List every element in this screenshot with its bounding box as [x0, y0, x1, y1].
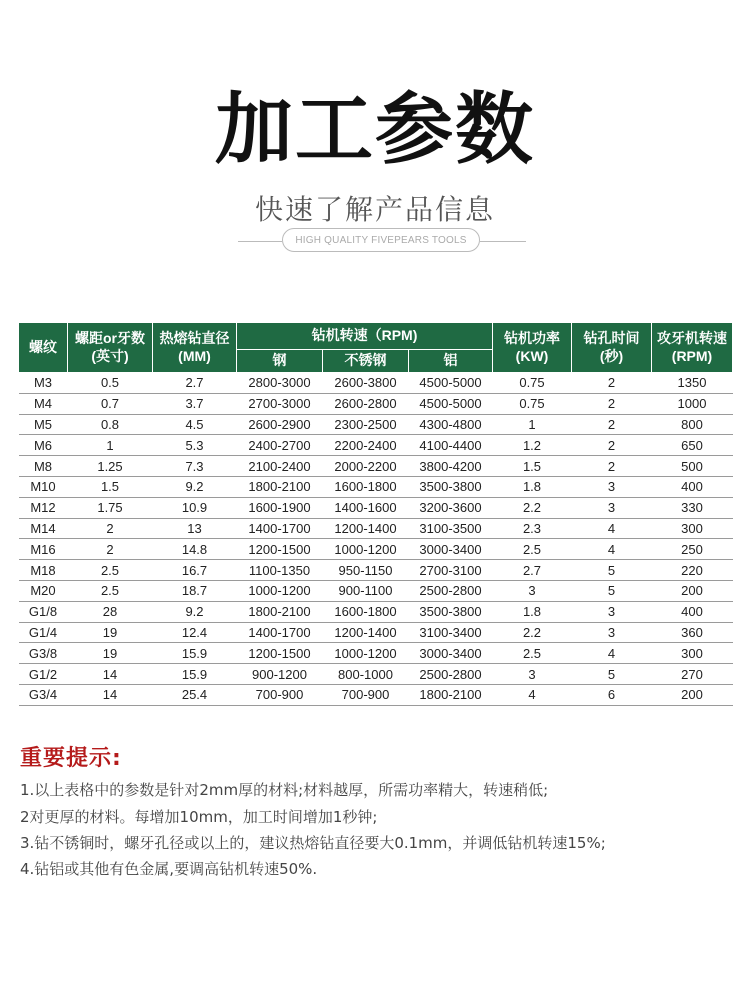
table-cell: G1/8: [19, 601, 68, 622]
col-header-steel: 钢: [237, 350, 323, 373]
table-cell: 2: [572, 456, 652, 477]
table-cell: 300: [652, 518, 733, 539]
table-cell: 14: [68, 664, 153, 685]
table-cell: 1000: [652, 393, 733, 414]
table-cell: 2.5: [493, 643, 572, 664]
table-cell: G1/4: [19, 622, 68, 643]
table-cell: 3200-3600: [409, 497, 493, 518]
col-header-diameter: [153, 323, 237, 373]
table-cell: M20: [19, 580, 68, 601]
table-cell: 4: [572, 539, 652, 560]
table-cell: 2400-2700: [237, 435, 323, 456]
table-cell: 1400-1600: [323, 497, 409, 518]
table-row: [19, 664, 733, 685]
table-cell: 1600-1800: [323, 476, 409, 497]
table-cell: 4100-4400: [409, 435, 493, 456]
table-cell: 250: [652, 539, 733, 560]
table-cell: 900-1100: [323, 580, 409, 601]
table-cell: 2: [572, 393, 652, 414]
table-cell: 400: [652, 476, 733, 497]
table-row: [19, 393, 733, 414]
table-cell: 1200-1400: [323, 518, 409, 539]
table-cell: 3500-3800: [409, 601, 493, 622]
table-cell: 1.75: [68, 497, 153, 518]
table-cell: M16: [19, 539, 68, 560]
table-row: [19, 456, 733, 477]
table-cell: 3.7: [153, 393, 237, 414]
table-cell: 3100-3500: [409, 518, 493, 539]
table-cell: 3000-3400: [409, 539, 493, 560]
table-cell: 3: [572, 622, 652, 643]
table-cell: 1200-1500: [237, 643, 323, 664]
table-cell: 2500-2800: [409, 580, 493, 601]
table-cell: 4300-4800: [409, 414, 493, 435]
table-cell: 0.5: [68, 373, 153, 394]
page-subtitle: 快速了解产品信息: [254, 193, 495, 226]
table-row: [19, 414, 733, 435]
table-cell: 2: [572, 373, 652, 394]
table-cell: 2.7: [493, 560, 572, 581]
table-cell: 2700-3000: [237, 393, 323, 414]
table-cell: 800-1000: [323, 664, 409, 685]
table-cell: 800: [652, 414, 733, 435]
table-cell: 2.3: [493, 518, 572, 539]
table-cell: 2000-2200: [323, 456, 409, 477]
table-row: [19, 622, 733, 643]
table-cell: M18: [19, 560, 68, 581]
col-header-stainless: 不锈钢: [323, 350, 409, 373]
table-cell: 4500-5000: [409, 393, 493, 414]
tagline-badge: HIGH QUALITY FIVEPEARS TOOLS: [282, 228, 480, 252]
table-cell: 19: [68, 622, 153, 643]
table-cell: 4: [572, 518, 652, 539]
table-cell: 900-1200: [237, 664, 323, 685]
table-cell: 2.5: [68, 580, 153, 601]
table-cell: 2700-3100: [409, 560, 493, 581]
table-cell: 4500-5000: [409, 373, 493, 394]
table-cell: 7.3: [153, 456, 237, 477]
page-title: 加工参数: [214, 85, 535, 175]
table-cell: M3: [19, 373, 68, 394]
table-cell: 5: [572, 664, 652, 685]
table-cell: M8: [19, 456, 68, 477]
col-header-aluminum: 铝: [409, 350, 493, 373]
table-cell: 2600-3800: [323, 373, 409, 394]
table-cell: 2: [572, 414, 652, 435]
table-cell: 1.25: [68, 456, 153, 477]
table-cell: 1600-1900: [237, 497, 323, 518]
table-cell: 0.8: [68, 414, 153, 435]
table-cell: 13: [153, 518, 237, 539]
table-cell: 1000-1200: [323, 539, 409, 560]
table-cell: 4.5: [153, 414, 237, 435]
table-cell: 3: [493, 664, 572, 685]
table-cell: 3100-3400: [409, 622, 493, 643]
table-cell: 0.75: [493, 393, 572, 414]
table-cell: M10: [19, 476, 68, 497]
table-cell: 2.7: [153, 373, 237, 394]
table-cell: 2300-2500: [323, 414, 409, 435]
col-header-tap-speed-label: 攻牙机转速 (RPM): [657, 330, 727, 364]
table-cell: 10.9: [153, 497, 237, 518]
table-cell: 3000-3400: [409, 643, 493, 664]
col-header-drill-time-label: 钻孔时间 (秒): [583, 330, 640, 364]
table-cell: 2800-3000: [237, 373, 323, 394]
note-2: 2对更厚的材料。每增加10mm，加工时间增加1秒钟;: [20, 808, 378, 826]
table-cell: 2600-2800: [323, 393, 409, 414]
table-cell: G3/8: [19, 643, 68, 664]
table-cell: G3/4: [19, 684, 68, 705]
table-cell: 6: [572, 684, 652, 705]
table-cell: 1100-1350: [237, 560, 323, 581]
col-header-thread: 螺纹: [19, 323, 68, 373]
tagline-divider-right: [480, 241, 526, 242]
table-cell: 700-900: [237, 684, 323, 705]
table-cell: 3: [572, 497, 652, 518]
table-cell: 3: [572, 601, 652, 622]
table-cell: 270: [652, 664, 733, 685]
table-row: [19, 373, 733, 394]
table-cell: M5: [19, 414, 68, 435]
table-cell: 9.2: [153, 601, 237, 622]
note-3: 3.钻不锈铜时，螺牙孔径或以上的，建议热熔钻直径要大0.1mm，并调低钻机转速15%;: [20, 834, 606, 852]
table-cell: 1350: [652, 373, 733, 394]
table-row: [19, 684, 733, 705]
table-row: [19, 643, 733, 664]
col-header-diameter-label: 热熔钻直径 (MM): [159, 330, 230, 364]
col-header-drill-speed: 钻机转速（RPM): [237, 323, 493, 350]
table-cell: 1000-1200: [323, 643, 409, 664]
table-row: [19, 539, 733, 560]
table-cell: 1.2: [493, 435, 572, 456]
col-header-pitch: [68, 323, 153, 373]
table-cell: 1800-2100: [409, 684, 493, 705]
tagline-divider-left: [238, 241, 282, 242]
table-cell: M4: [19, 393, 68, 414]
table-cell: 2100-2400: [237, 456, 323, 477]
table-row: [19, 435, 733, 456]
table-cell: 2500-2800: [409, 664, 493, 685]
table-row: [19, 601, 733, 622]
table-cell: 2: [572, 435, 652, 456]
table-cell: 650: [652, 435, 733, 456]
table-cell: 5: [572, 560, 652, 581]
table-cell: 2.2: [493, 497, 572, 518]
table-cell: 2.2: [493, 622, 572, 643]
table-cell: M6: [19, 435, 68, 456]
col-header-pitch-label: 螺距or牙数 (英寸): [75, 330, 145, 364]
table-cell: 330: [652, 497, 733, 518]
table-cell: 2: [68, 518, 153, 539]
table-cell: 3: [493, 580, 572, 601]
table-cell: 700-900: [323, 684, 409, 705]
table-cell: 9.2: [153, 476, 237, 497]
table-cell: 400: [652, 601, 733, 622]
table-cell: 1000-1200: [237, 580, 323, 601]
note-1: 1.以上表格中的参数是针对2mm厚的材料;材料越厚，所需功率精大，转速稍低;: [20, 781, 549, 799]
parameter-table-body: [19, 373, 733, 706]
col-header-drill-time: [572, 323, 652, 373]
table-cell: 12.4: [153, 622, 237, 643]
table-cell: 2200-2400: [323, 435, 409, 456]
table-row: [19, 580, 733, 601]
table-cell: 4: [493, 684, 572, 705]
table-cell: 5: [572, 580, 652, 601]
table-cell: 1200-1400: [323, 622, 409, 643]
table-row: [19, 497, 733, 518]
table-cell: 950-1150: [323, 560, 409, 581]
table-cell: 1600-1800: [323, 601, 409, 622]
table-cell: 5.3: [153, 435, 237, 456]
table-cell: 25.4: [153, 684, 237, 705]
table-cell: 2: [68, 539, 153, 560]
table-cell: 16.7: [153, 560, 237, 581]
col-header-power-label: 钻机功率 (KW): [504, 330, 560, 364]
table-cell: 1200-1500: [237, 539, 323, 560]
table-row: [19, 560, 733, 581]
table-cell: 1400-1700: [237, 518, 323, 539]
table-cell: 1.5: [68, 476, 153, 497]
parameter-table: [18, 322, 733, 706]
table-cell: 28: [68, 601, 153, 622]
table-cell: 1.5: [493, 456, 572, 477]
table-cell: 300: [652, 643, 733, 664]
table-row: [19, 476, 733, 497]
table-cell: 1800-2100: [237, 476, 323, 497]
table-cell: 2600-2900: [237, 414, 323, 435]
note-4: 4.钻铝或其他有色金属,要调高钻机转速50%.: [20, 860, 318, 878]
col-header-power: [493, 323, 572, 373]
table-cell: 200: [652, 684, 733, 705]
table-cell: 1400-1700: [237, 622, 323, 643]
table-row: [19, 518, 733, 539]
table-cell: 2.5: [493, 539, 572, 560]
table-cell: 360: [652, 622, 733, 643]
table-cell: 200: [652, 580, 733, 601]
table-cell: 3: [572, 476, 652, 497]
notes-title: 重要提示:: [20, 746, 122, 771]
table-cell: 220: [652, 560, 733, 581]
table-cell: 3800-4200: [409, 456, 493, 477]
table-cell: M12: [19, 497, 68, 518]
table-cell: 14.8: [153, 539, 237, 560]
table-cell: 1: [68, 435, 153, 456]
table-cell: 0.75: [493, 373, 572, 394]
table-cell: 1800-2100: [237, 601, 323, 622]
table-cell: M14: [19, 518, 68, 539]
table-cell: 1: [493, 414, 572, 435]
table-cell: 15.9: [153, 643, 237, 664]
table-cell: 2.5: [68, 560, 153, 581]
table-cell: 1.8: [493, 476, 572, 497]
table-cell: 4: [572, 643, 652, 664]
table-cell: 0.7: [68, 393, 153, 414]
col-header-tap-speed: [652, 323, 733, 373]
table-cell: 1.8: [493, 601, 572, 622]
table-cell: G1/2: [19, 664, 68, 685]
table-cell: 15.9: [153, 664, 237, 685]
table-cell: 500: [652, 456, 733, 477]
table-cell: 14: [68, 684, 153, 705]
table-cell: 3500-3800: [409, 476, 493, 497]
table-cell: 19: [68, 643, 153, 664]
table-cell: 18.7: [153, 580, 237, 601]
